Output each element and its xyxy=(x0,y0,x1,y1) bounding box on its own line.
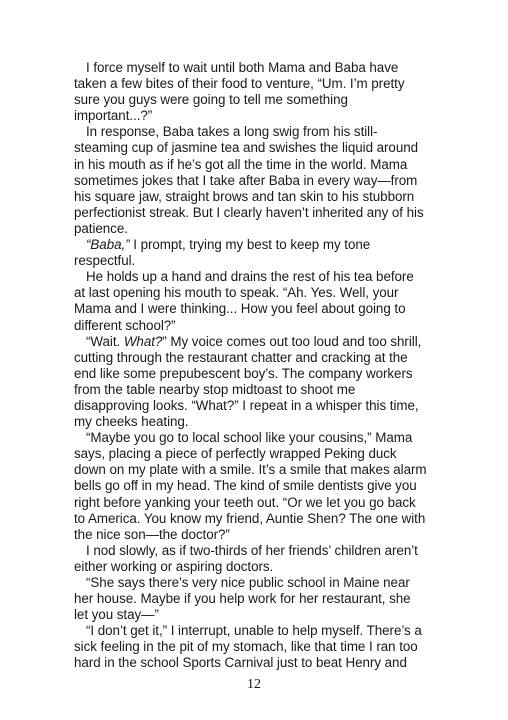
paragraph xyxy=(74,60,434,124)
text-run: I prompt, trying my best to keep my tone xyxy=(129,237,371,253)
text-run: her house. Maybe if you help work for her restaurant, she xyxy=(74,591,411,607)
text-line xyxy=(74,108,434,124)
text-line xyxy=(74,382,434,398)
text-run: cutting through the restaurant chatter and cracking at the xyxy=(74,349,408,365)
text-line xyxy=(74,366,434,382)
text-run: in his mouth as if he’s got all the time in the world. Mama xyxy=(74,156,408,172)
text-run: important...?” xyxy=(74,108,153,124)
text-run: “She says there’s very nice public school in Maine near xyxy=(86,575,410,590)
text-line xyxy=(74,124,434,140)
text-line xyxy=(74,60,434,76)
text-line xyxy=(74,285,434,301)
paragraph xyxy=(74,237,434,269)
text-run: to America. You know my friend, Auntie Shen? The one with xyxy=(74,510,426,526)
text-run: either working or aspiring doctors. xyxy=(74,558,274,574)
paragraph xyxy=(74,269,434,333)
text-run: “Maybe you go to local school like your cousins,” Mama xyxy=(86,430,413,446)
text-line xyxy=(74,511,434,527)
paragraph xyxy=(74,124,434,237)
text-line xyxy=(74,495,434,511)
text-line xyxy=(74,607,434,623)
text-line xyxy=(74,76,434,92)
text-line xyxy=(74,623,434,639)
text-run: bells go off in my head. The kind of smile dentists give you xyxy=(74,478,417,494)
text-line xyxy=(74,575,434,591)
text-line xyxy=(74,253,434,269)
text-line xyxy=(74,527,434,543)
text-line xyxy=(74,639,434,655)
text-line xyxy=(74,301,434,317)
text-line xyxy=(74,173,434,189)
text-run: hard in the school Sports Carnival just to beat Henry and xyxy=(74,655,407,671)
text-line xyxy=(74,430,434,446)
text-run: let you stay—” xyxy=(74,607,159,623)
italic-text: What? xyxy=(123,333,163,349)
text-run: “Wait. xyxy=(86,333,124,349)
text-run: He holds up a hand and drains the rest of his tea before xyxy=(86,269,414,285)
text-run: steaming cup of jasmine tea and swishes the liquid around xyxy=(74,140,419,156)
italic-text: “Baba,” xyxy=(86,237,130,253)
text-run: “I don’t get it,” I interrupt, unable to help myself. There’s a xyxy=(86,623,422,639)
text-line xyxy=(74,318,434,334)
paragraph xyxy=(74,543,434,575)
text-run: sure you guys were going to tell me something xyxy=(74,92,348,108)
text-line xyxy=(74,414,434,430)
text-run: sick feeling in the pit of my stomach, like that time I ran too xyxy=(74,639,418,655)
text-run: down on my plate with a smile. It’s a smile that makes alarm xyxy=(74,462,427,478)
text-run: Mama and I were thinking... How you feel about going to xyxy=(74,301,406,317)
text-run: end like some prepubescent boy’s. The company workers xyxy=(74,365,413,381)
text-run: his square jaw, straight brows and tan skin to his stubborn xyxy=(74,188,415,204)
text-run: In response, Baba takes a long swig from his still- xyxy=(86,124,378,140)
text-run: says, placing a piece of perfectly wrapped Peking duck xyxy=(74,446,397,462)
paragraph xyxy=(74,623,434,671)
text-run: respectful. xyxy=(74,253,136,269)
text-run: different school?” xyxy=(74,317,176,333)
text-line xyxy=(74,221,434,237)
text-line xyxy=(74,446,434,462)
text-line xyxy=(74,655,434,671)
text-run: patience. xyxy=(74,220,128,236)
text-line xyxy=(74,462,434,478)
body-text xyxy=(74,60,434,672)
paragraph xyxy=(74,334,434,431)
text-run: I force myself to wait until both Mama and Baba have xyxy=(86,60,399,75)
text-line xyxy=(74,478,434,494)
text-line xyxy=(74,269,434,285)
text-run: my cheeks heating. xyxy=(74,414,189,430)
paragraph xyxy=(74,430,434,543)
text-run: ” My voice comes out too loud and too shrill, xyxy=(162,333,422,349)
text-line xyxy=(74,157,434,173)
text-line xyxy=(74,398,434,414)
text-line xyxy=(74,559,434,575)
paragraph xyxy=(74,575,434,623)
text-run: perfectionist streak. But I clearly haven’t inherited any of his xyxy=(74,204,424,220)
text-run: at last opening his mouth to speak. “Ah. Yes. Well, your xyxy=(74,285,399,301)
text-line xyxy=(74,92,434,108)
page-number: 12 xyxy=(247,677,261,692)
text-run: taken a few bites of their food to venture, “Um. I’m pretty xyxy=(74,76,405,92)
text-line xyxy=(74,205,434,221)
text-line xyxy=(74,543,434,559)
text-line xyxy=(74,334,434,350)
text-run: right before yanking your teeth out. “Or we let you go back xyxy=(74,494,416,510)
text-run: I nod slowly, as if two-thirds of her friends’ children aren’t xyxy=(86,542,418,558)
text-run: disapproving looks. “What?” I repeat in a whisper this time, xyxy=(74,397,419,413)
text-run: sometimes jokes that I take after Baba in every way—from xyxy=(74,172,418,188)
text-line xyxy=(74,189,434,205)
text-run: the nice son—the doctor?” xyxy=(74,526,230,542)
text-line xyxy=(74,591,434,607)
text-line xyxy=(74,140,434,156)
text-line xyxy=(74,237,434,253)
text-line xyxy=(74,350,434,366)
text-run: from the table nearby stop midtoast to shoot me xyxy=(74,381,356,397)
